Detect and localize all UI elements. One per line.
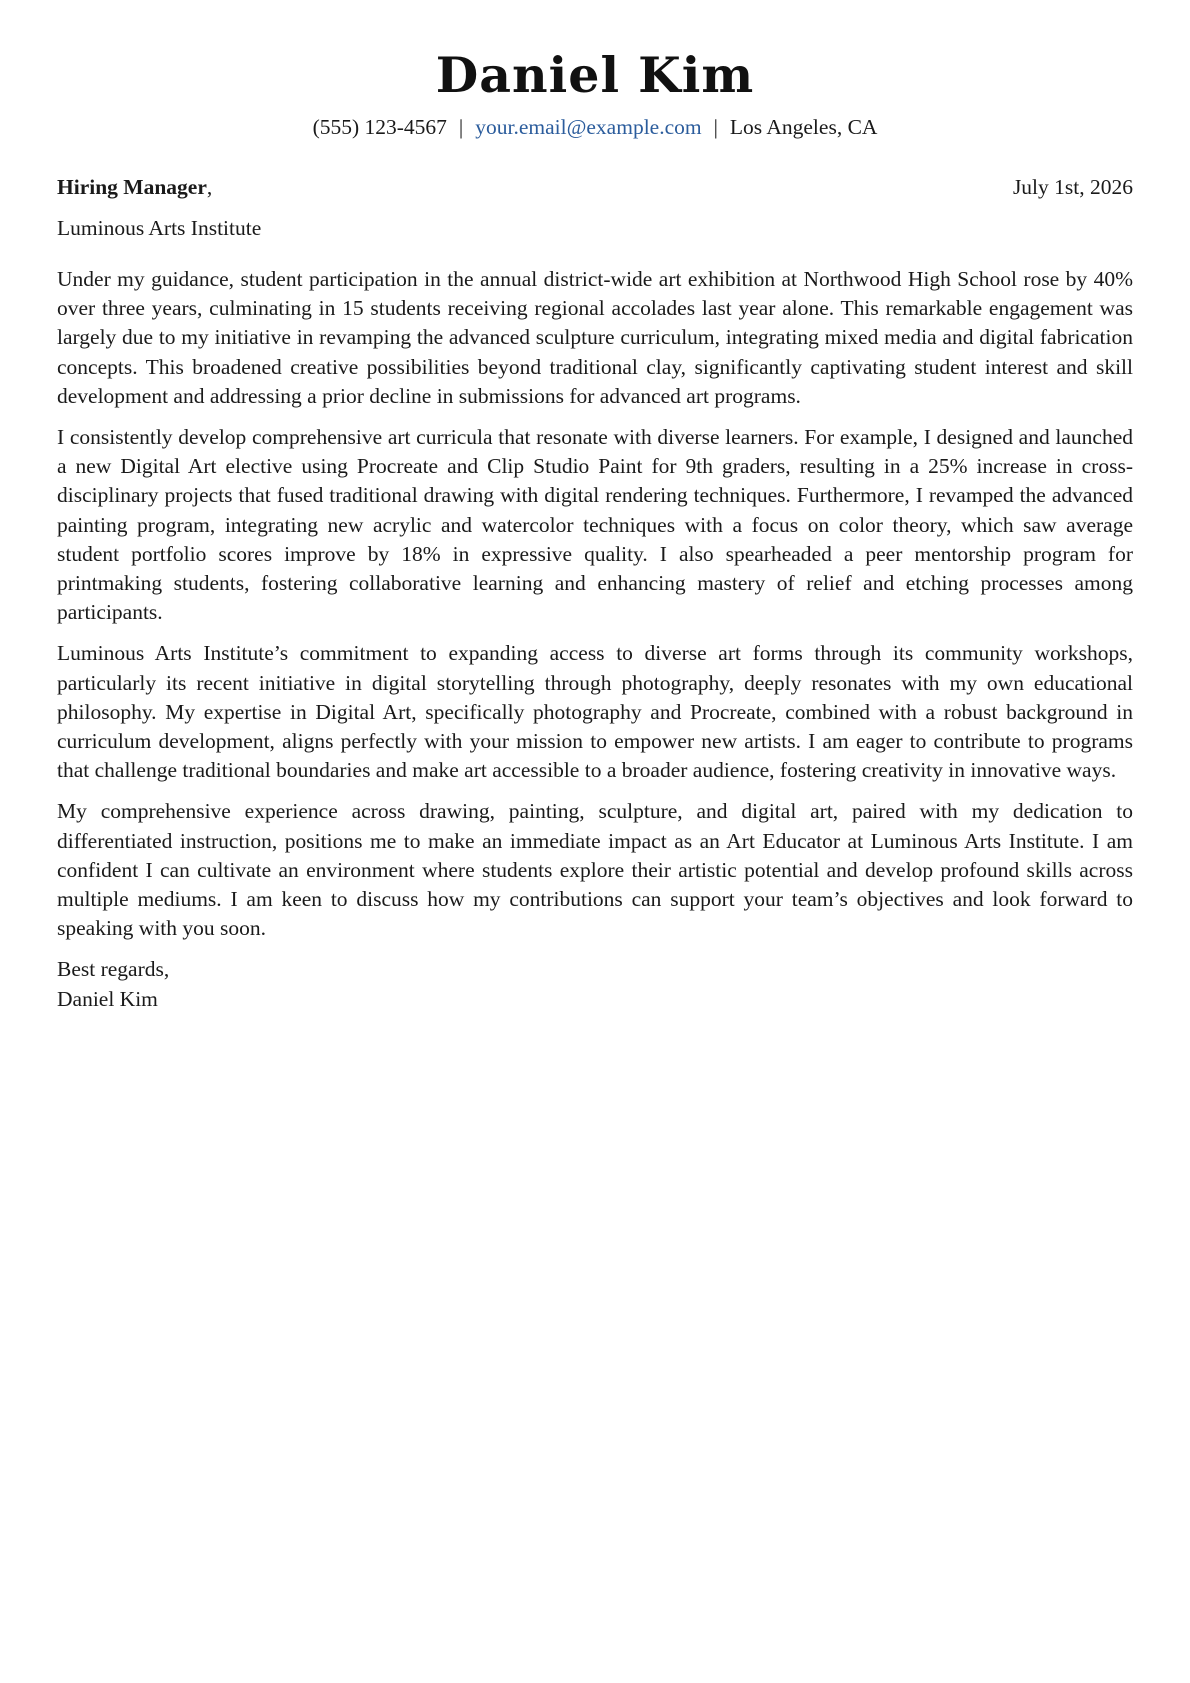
closing-phrase: Best regards,	[57, 957, 170, 982]
cover-letter-page	[57, 0, 1133, 1014]
phone-number: (555) 123-4567	[312, 115, 447, 139]
signature-name: Daniel Kim	[57, 986, 158, 1011]
contact-separator: |	[458, 115, 464, 139]
closing-block	[57, 955, 1133, 1013]
applicant-name: Daniel Kim	[435, 46, 755, 104]
recipient-name: Hiring Manager	[57, 175, 207, 199]
letter-body	[57, 265, 1133, 943]
contact-line	[57, 112, 1133, 142]
recipient-suffix: ,	[206, 175, 213, 199]
letter-date: July 1st, 2026	[1012, 175, 1133, 199]
salutation-row	[57, 173, 1133, 201]
location: Los Angeles, CA	[729, 115, 878, 139]
body-paragraph: I consistently develop comprehensive art curricula that resonate with diverse learners. For example, I designed and launched a new Digital Art elective using Procreate and Clip Studio Paint for 9th graders, resulting in a 25% increase in cross-disciplinary projects that fused traditional drawing with digital rendering techniques. Furthermore, I revamped the advanced painting program, integrating new acrylic and watercolor techniques with a focus on color theory, which saw average student portfolio scores improve by 18% in expressive quality. I also spearheaded a peer mentorship program for printmaking students, fostering collaborative learning and enhancing mastery of relief and etching processes among participants.	[57, 425, 1133, 625]
body-paragraph: My comprehensive experience across drawing, painting, sculpture, and digital art, paired with my dedication to differentiated instruction, positions me to make an immediate impact as an Art Educator at Luminous Arts Institute. I am confident I can cultivate an environment where students explore their artistic potential and develop profound skills across multiple mediums. I am keen to discuss how my contributions can support your team’s objectives and look forward to speaking with you soon.	[57, 799, 1133, 941]
contact-separator: |	[713, 115, 718, 139]
body-paragraph: Under my guidance, student participation in the annual district-wide art exhibition at Northwood High School rose by 40% over three years, culminating in 15 students receiving regional accolades last year alone. This remarkable engagement was largely due to my initiative in revamping the advanced sculpture curriculum, integrating mixed media and digital fabrication concepts. This broadened creative possibilities beyond traditional clay, significantly captivating student interest and skill development and addressing a prior decline in submissions for advanced art programs.	[57, 267, 1133, 408]
body-paragraph: Luminous Arts Institute’s commitment to expanding access to diverse art forms through its community workshops, particularly its recent initiative in digital storytelling through photography, deeply resonates with my own educational philosophy. My expertise in Digital Art, specifically photography and Procreate, combined with a robust background in curriculum development, aligns perfectly with your mission to empower new artists. I am eager to contribute to programs that challenge traditional boundaries and make art accessible to a broader audience, fostering creativity in innovative ways.	[57, 641, 1133, 783]
company-name: Luminous Arts Institute	[57, 216, 262, 240]
recipient-line	[57, 173, 212, 201]
email-link[interactable]: your.email@example.com	[475, 115, 702, 139]
